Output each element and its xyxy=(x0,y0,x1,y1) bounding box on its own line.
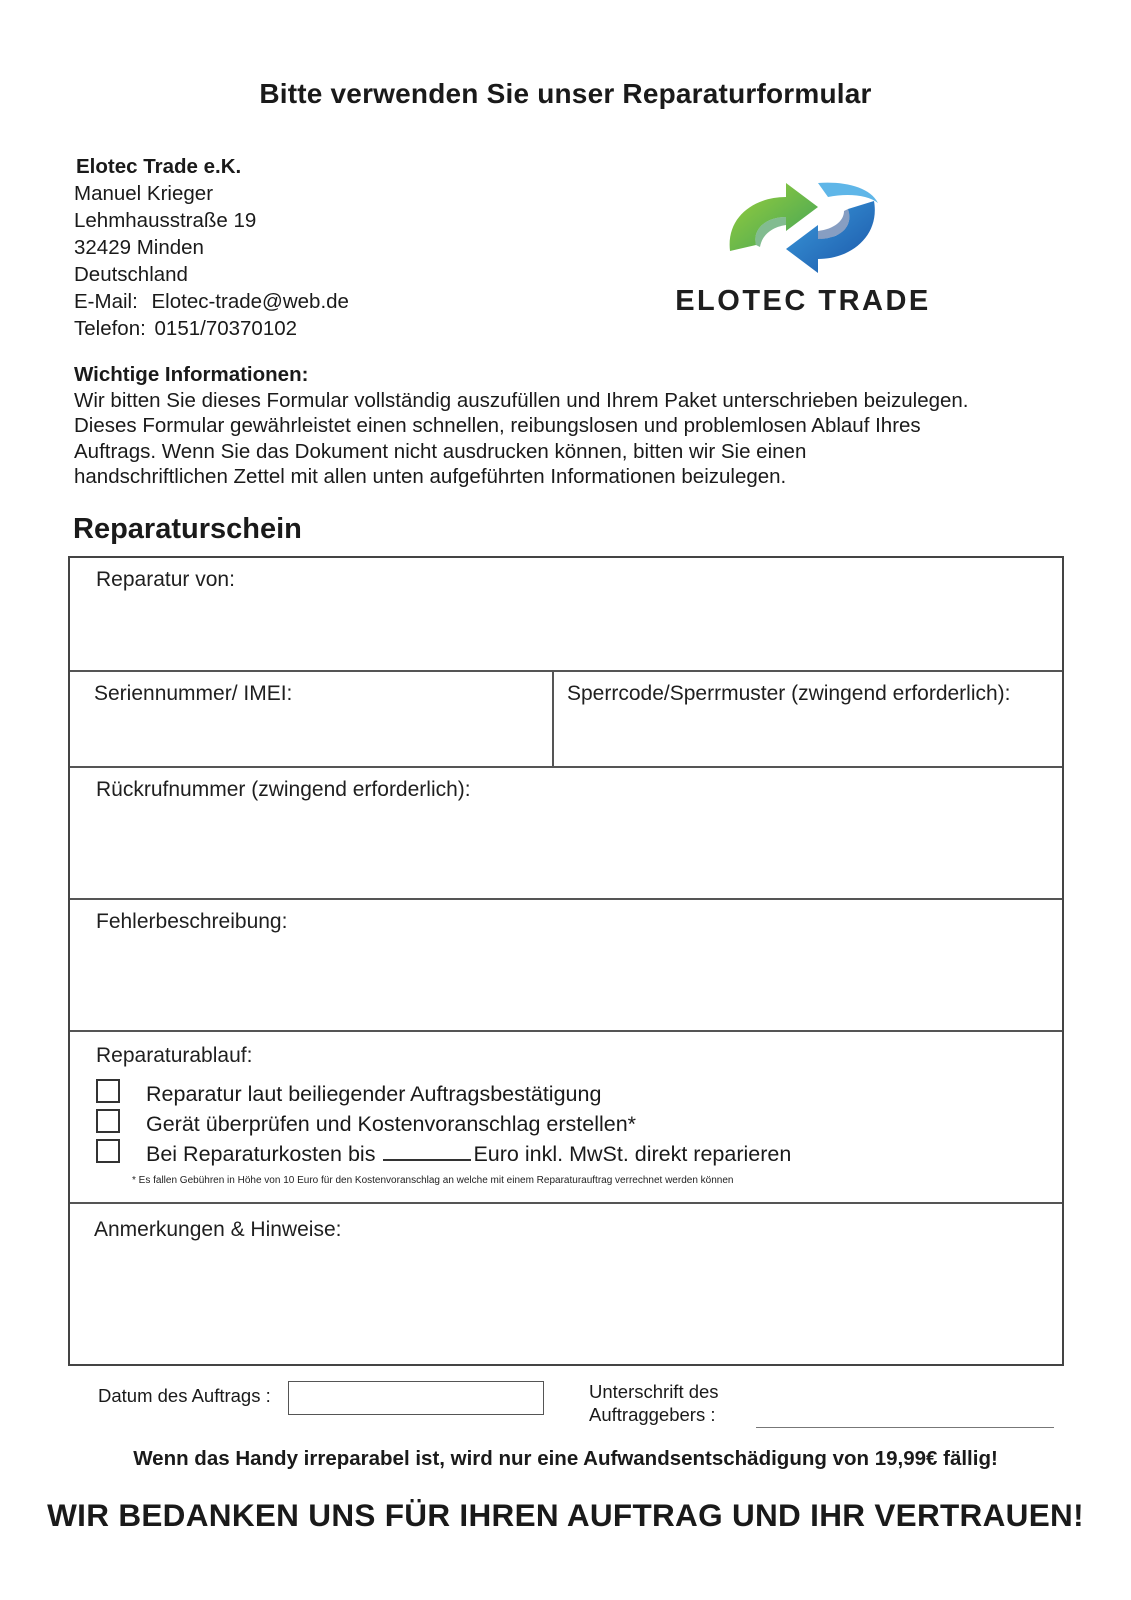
checkbox[interactable] xyxy=(96,1079,120,1103)
option-3-label-post: Euro inkl. MwSt. direkt reparieren xyxy=(473,1142,792,1166)
phone-label: Telefon: xyxy=(74,317,146,340)
checkbox[interactable] xyxy=(96,1109,120,1133)
checkbox[interactable] xyxy=(96,1139,120,1163)
email-line xyxy=(74,288,349,315)
signature-label xyxy=(589,1380,719,1426)
form-heading: Reparaturschein xyxy=(73,513,302,545)
info-line: Auftrags. Wenn Sie das Dokument nicht ausdrucken können, bitten wir Sie einen xyxy=(74,439,807,463)
option-3-label-pre: Bei Reparaturkosten bis xyxy=(146,1142,376,1166)
logo-text: ELOTEC TRADE xyxy=(675,285,931,317)
info-line: handschriftlichen Zettel mit allen unten aufgeführten Informationen beizulegen. xyxy=(74,465,787,488)
country: Deutschland xyxy=(74,263,188,286)
signature-label-line-2: Auftraggebers : xyxy=(589,1404,716,1425)
process-label: Reparaturablauf: xyxy=(96,1044,253,1067)
company-address xyxy=(74,153,349,342)
info-heading: Wichtige Informationen: xyxy=(74,363,309,386)
repair-form xyxy=(68,556,1064,1366)
phone-line xyxy=(74,315,349,342)
footnote: * Es fallen Gebühren in Höhe von 10 Euro für den Kostenvoranschlag an welche mit einem Reparaturauftrag verrechnet werden können xyxy=(132,1175,734,1186)
recycle-arrows-icon xyxy=(668,173,938,283)
street: Lehmhausstraße 19 xyxy=(74,209,257,232)
option-1-label: Reparatur laut beiliegender Auftragsbestätigung xyxy=(146,1082,602,1106)
option-2 xyxy=(96,1112,636,1138)
column-divider xyxy=(552,672,554,766)
contact-person: Manuel Krieger xyxy=(74,182,214,205)
company-name: Elotec Trade e.K. xyxy=(76,155,242,178)
serial-label: Seriennummer/ IMEI: xyxy=(94,682,293,705)
notes-field[interactable] xyxy=(70,1204,1062,1368)
signature-label-line-1: Unterschrift des xyxy=(589,1381,719,1402)
signature-line[interactable] xyxy=(756,1427,1054,1428)
info-line: Dieses Formular gewährleistet einen schnellen, reibungslosen und problemlosen Ablauf Ihres xyxy=(74,414,921,437)
date-label: Datum des Auftrags : xyxy=(98,1385,271,1406)
option-2-label: Gerät überprüfen und Kostenvoranschlag erstellen* xyxy=(146,1112,637,1136)
phone-number: 0151/70370102 xyxy=(154,317,298,340)
lock-code-label: Sperrcode/Sperrmuster (zwingend erforderlich): xyxy=(567,682,1011,705)
email-link[interactable]: Elotec-trade@web.de xyxy=(151,290,349,313)
important-info xyxy=(74,362,1074,490)
email-label: E-Mail: xyxy=(74,290,138,313)
callback-field[interactable] xyxy=(70,768,1062,900)
process-section xyxy=(70,1032,1062,1204)
option-1 xyxy=(96,1082,601,1108)
date-input[interactable] xyxy=(288,1381,544,1415)
serial-lock-row xyxy=(70,672,1062,768)
company-logo xyxy=(668,173,938,323)
city: 32429 Minden xyxy=(74,236,204,259)
repair-from-label: Reparatur von: xyxy=(96,568,235,591)
page-title: Bitte verwenden Sie unser Reparaturformular xyxy=(259,78,872,109)
notes-label: Anmerkungen & Hinweise: xyxy=(94,1218,342,1241)
option-3 xyxy=(96,1142,791,1168)
info-line: Wir bitten Sie dieses Formular vollständig auszufüllen und Ihrem Paket unterschrieben beizulegen. xyxy=(74,388,969,412)
fault-field[interactable] xyxy=(70,900,1062,1032)
repair-from-field[interactable] xyxy=(70,558,1062,672)
amount-blank[interactable] xyxy=(383,1145,471,1161)
irreparable-notice: Wenn das Handy irreparabel ist, wird nur eine Aufwandsentschädigung von 19,99€ fällig! xyxy=(133,1447,998,1470)
fault-label: Fehlerbeschreibung: xyxy=(96,910,288,933)
thanks-message: WIR BEDANKEN UNS FÜR IHREN AUFTRAG UND IHR VERTRAUEN! xyxy=(47,1497,1084,1533)
callback-label: Rückrufnummer (zwingend erforderlich): xyxy=(96,778,471,801)
